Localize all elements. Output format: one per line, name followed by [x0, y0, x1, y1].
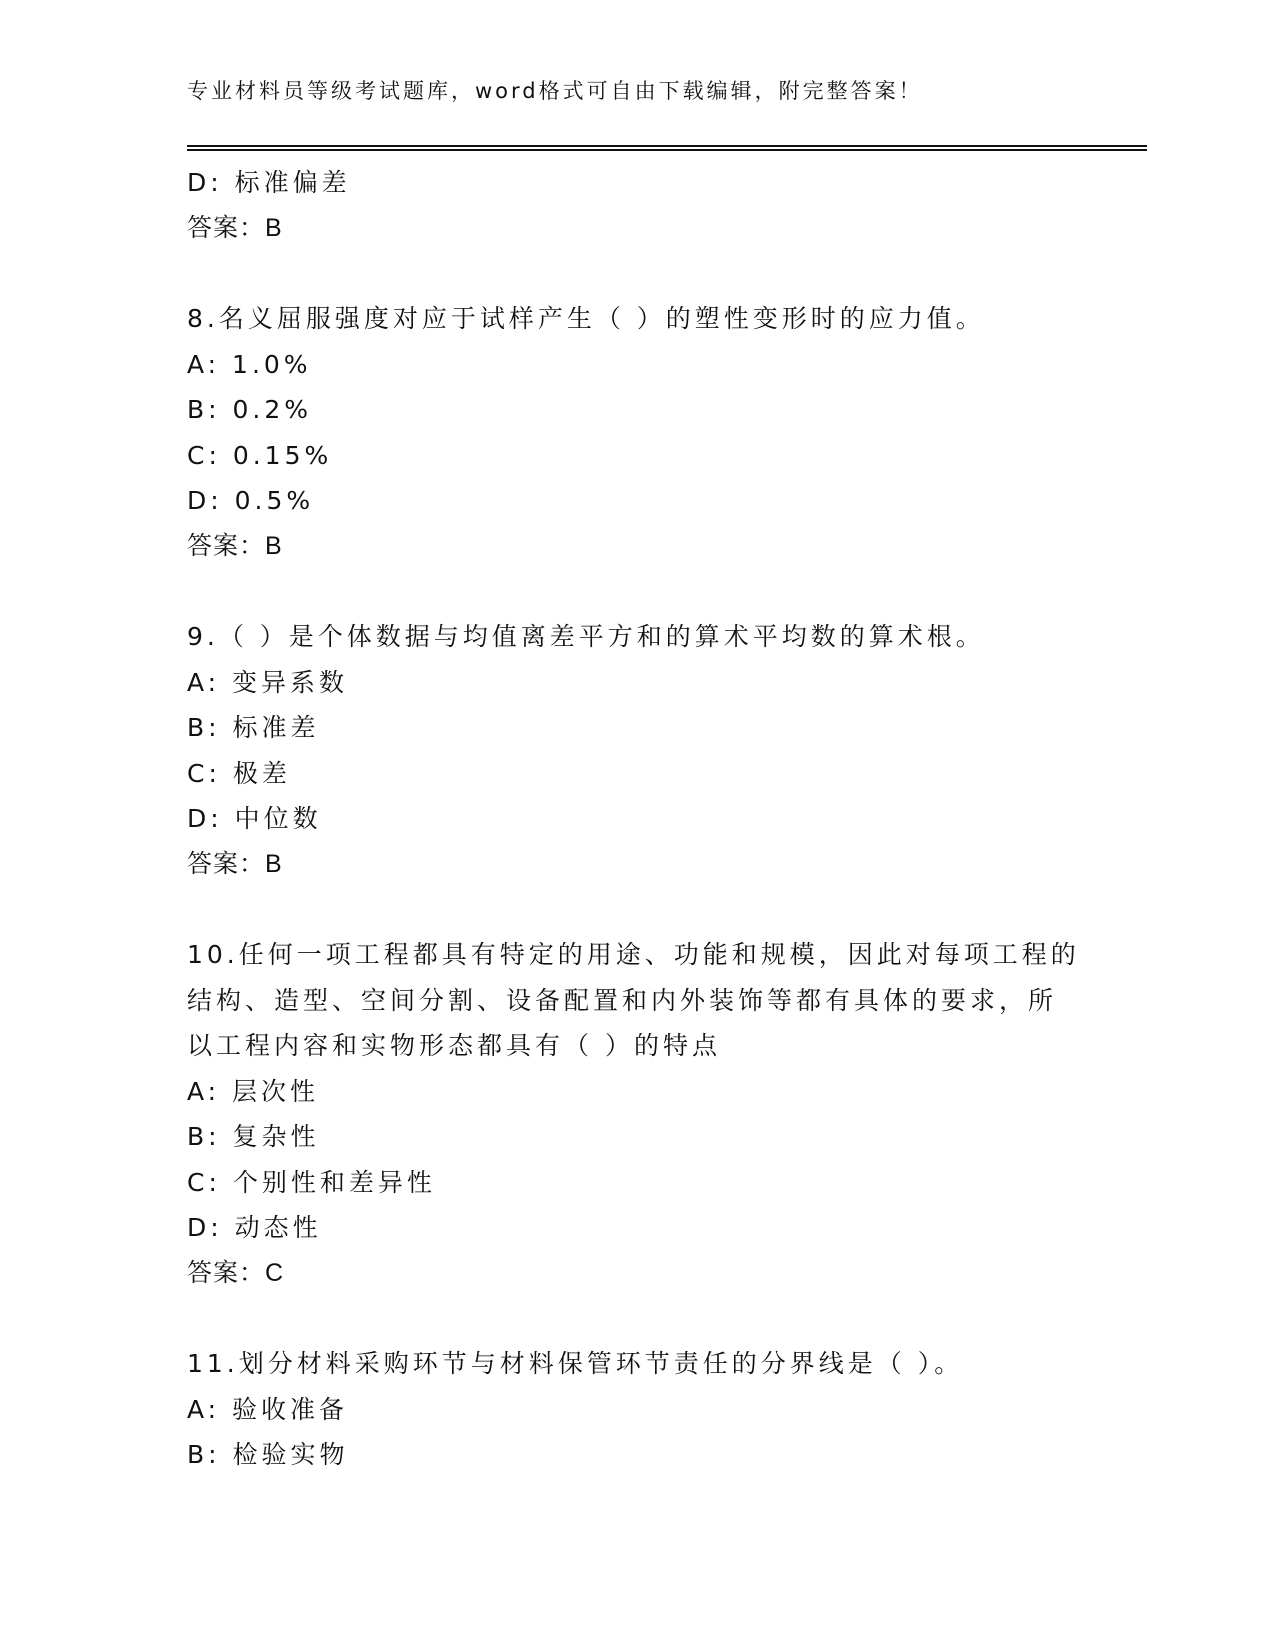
- page-header: 专业材料员等级考试题库，word格式可自由下载编辑，附完整答案！: [187, 79, 923, 103]
- answer: 答案：C: [187, 1258, 285, 1287]
- option-d: D: 中位数: [187, 804, 322, 833]
- option-d: D: 动态性: [187, 1213, 322, 1242]
- option-b: B: 复杂性: [187, 1122, 320, 1151]
- question-stem-line-1: 10.任何一项工程都具有特定的用途、功能和规模，因此对每项工程的: [187, 940, 1080, 969]
- option-a: A: 变异系数: [187, 667, 349, 697]
- answer: 答案：B: [187, 849, 283, 878]
- option-d: D: 标准偏差: [187, 168, 351, 197]
- question-stem: 11.划分材料采购环节与材料保管环节责任的分界线是（ ）。: [187, 1349, 964, 1378]
- question-11: [187, 1341, 1107, 1478]
- option-d: D: 0.5%: [187, 486, 315, 515]
- option-c: C: 极差: [187, 758, 291, 788]
- question-10: [187, 932, 1107, 1296]
- question-stem: 8.名义屈服强度对应于试样产生（ ）的塑性变形时的应力值。: [187, 304, 985, 333]
- question-stem-line-3: 以工程内容和实物形态都具有（ ）的特点: [187, 1031, 721, 1060]
- question-stem-line-2: 结构、造型、空间分割、设备配置和内外装饰等都有具体的要求，所: [187, 985, 1058, 1015]
- option-b: B: 检验实物: [187, 1440, 349, 1469]
- option-a: A: 层次性: [187, 1076, 320, 1106]
- option-c: C: 个别性和差异性: [187, 1167, 436, 1197]
- answer: 答案：B: [187, 213, 283, 242]
- question-stem: 9.（ ）是个体数据与均值离差平方和的算术平均数的算术根。: [187, 622, 985, 651]
- option-b: B: 标准差: [187, 713, 320, 742]
- question-8: [187, 296, 1107, 569]
- option-a: A: 1.0%: [187, 349, 312, 379]
- answer: 答案：B: [187, 531, 283, 560]
- option-a: A: 验收准备: [187, 1394, 349, 1424]
- header-rule-bottom: [187, 149, 1147, 151]
- option-c: C: 0.15%: [187, 440, 333, 470]
- header-rule-top: [187, 145, 1147, 147]
- option-b: B: 0.2%: [187, 395, 313, 424]
- question-list: [187, 160, 1107, 1478]
- question-9: [187, 614, 1107, 887]
